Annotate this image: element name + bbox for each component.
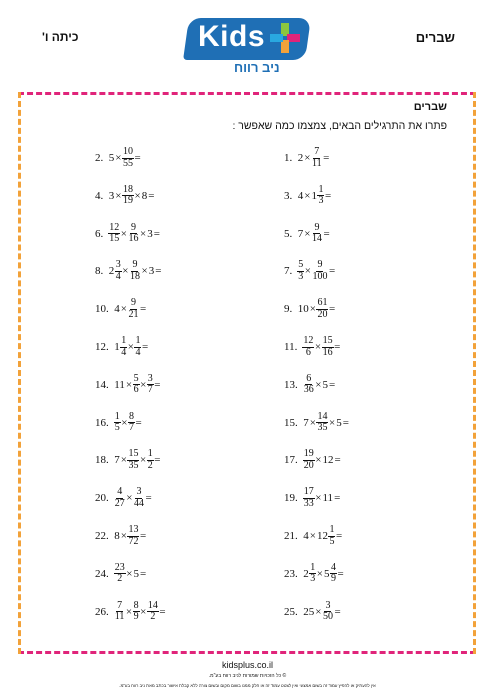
fraction-denominator: 7 — [147, 384, 153, 396]
exercise-number: 9. — [284, 303, 293, 316]
operator: = — [154, 454, 161, 467]
fraction — [122, 147, 134, 169]
operator: × — [125, 378, 133, 391]
operator: × — [304, 152, 311, 164]
operator: = — [148, 189, 155, 202]
fraction-numerator: 1 — [121, 335, 127, 346]
fraction — [127, 525, 139, 547]
whole-number: 1 — [114, 341, 120, 353]
fraction-numerator: 18 — [122, 183, 133, 195]
exercise-number: 15. — [284, 416, 298, 429]
logo-text: Kids — [198, 20, 266, 53]
fraction-denominator: 21 — [128, 308, 139, 320]
fraction-denominator: 35 — [128, 459, 139, 471]
exercise-item — [284, 185, 332, 207]
operator: = — [328, 378, 336, 391]
fraction-numerator: 1 — [135, 335, 141, 346]
exercise-number: 8. — [95, 265, 104, 278]
fraction-denominator: 11 — [311, 157, 322, 169]
fraction-numerator: 4 — [330, 561, 336, 573]
fraction-denominator: 15 — [109, 233, 120, 245]
fraction — [317, 185, 324, 207]
exercise-number: 26. — [95, 605, 109, 618]
fraction — [133, 374, 140, 396]
exercise-item — [284, 412, 349, 434]
exercise-item — [284, 336, 341, 358]
operator: = — [154, 378, 161, 391]
fraction-numerator: 3 — [136, 486, 142, 498]
operator: × — [309, 530, 316, 542]
fraction-numerator: 1 — [147, 448, 153, 460]
frame-top-border — [18, 92, 476, 95]
exercise-number: 6. — [95, 227, 104, 240]
fraction-denominator: 72 — [128, 535, 139, 547]
fraction-numerator: 9 — [130, 297, 136, 309]
exercise-item — [284, 298, 336, 320]
operator: = — [342, 416, 349, 429]
fraction-denominator: 4 — [115, 270, 121, 282]
fraction — [147, 449, 154, 471]
exercise-item — [95, 487, 152, 509]
whole-number: 3 — [148, 265, 155, 278]
fraction-numerator: 23 — [114, 561, 125, 573]
fraction — [302, 336, 314, 358]
operator: = — [139, 567, 147, 580]
exercise-item — [95, 185, 155, 207]
fraction-numerator: 1 — [329, 524, 335, 535]
fraction-numerator: 1 — [318, 183, 324, 195]
operator: = — [334, 492, 341, 505]
operator: × — [314, 341, 322, 353]
fraction — [127, 298, 139, 320]
whole-number: 5 — [323, 567, 330, 580]
fraction-numerator: 1 — [114, 410, 120, 422]
subject-title: שברים — [415, 30, 455, 45]
whole-number: 4 — [114, 303, 120, 316]
operator: × — [120, 303, 127, 316]
exercise-number: 16. — [95, 416, 109, 429]
fraction-numerator: 7 — [117, 599, 123, 611]
operator: × — [315, 378, 322, 391]
fraction-denominator: 4 — [121, 346, 127, 358]
fraction-denominator: 27 — [114, 497, 125, 509]
whole-number: 11 — [322, 492, 334, 505]
footer-url: kidsplus.co.il — [221, 660, 274, 670]
fraction — [114, 412, 121, 434]
instructions: פתרו את התרגילים הבאים, צמצמו כמה שאפשר : — [232, 120, 447, 132]
fraction-denominator: 3 — [298, 270, 304, 282]
operator: × — [309, 416, 316, 429]
operator: × — [141, 265, 148, 278]
fraction-numerator: 12 — [303, 335, 314, 346]
whole-number: 7 — [114, 454, 120, 467]
whole-number: 2 — [297, 152, 304, 164]
exercise-number: 13. — [284, 378, 298, 391]
fraction-numerator: 17 — [303, 486, 314, 498]
fraction-numerator: 9 — [314, 221, 320, 233]
fraction-denominator: 3 — [310, 573, 316, 585]
exercise-item — [284, 147, 330, 169]
exercise-number: 22. — [95, 530, 109, 542]
operator: × — [126, 567, 133, 580]
fraction-denominator: 3 — [318, 195, 324, 207]
fraction-numerator: 15 — [322, 335, 333, 346]
fraction — [316, 298, 328, 320]
frame-right-border — [473, 92, 476, 654]
fraction — [128, 412, 135, 434]
operator: × — [139, 227, 147, 240]
fraction — [322, 601, 334, 623]
fraction — [297, 260, 304, 282]
fraction-denominator: 14 — [311, 233, 322, 245]
operator: × — [304, 265, 311, 278]
exercise-number: 11. — [284, 341, 298, 353]
fraction-numerator: 5 — [298, 259, 304, 271]
footer-note: אין להעתיק או להפיץ עמוד זה בשום אמצעי ואין לצטט עמוד זה או חלק ממנו בשום מקום ובשום צורה ללא קבלת אישור בכתב מאת ניב רווח בע"מ. — [119, 683, 376, 688]
exercise-item — [95, 525, 147, 547]
fraction-denominator: 44 — [133, 497, 144, 509]
fraction-numerator: 3 — [115, 259, 121, 271]
operator: × — [304, 189, 311, 202]
fraction-numerator: 1 — [310, 561, 316, 573]
exercise-item — [95, 260, 162, 282]
fraction — [311, 223, 323, 245]
operator: × — [315, 492, 322, 505]
whole-number: 1 — [311, 189, 317, 202]
exercise-number: 5. — [284, 227, 293, 240]
whole-number: 25 — [303, 605, 315, 618]
exercise-item — [284, 374, 336, 396]
exercise-number: 21. — [284, 530, 298, 542]
exercise-item — [95, 449, 161, 471]
fraction-numerator: 8 — [128, 410, 134, 422]
fraction-numerator: 4 — [117, 486, 123, 498]
fraction-numerator: 19 — [303, 448, 314, 460]
exercise-item — [95, 563, 147, 585]
fraction-numerator: 61 — [317, 297, 328, 309]
exercise-number: 17. — [284, 454, 298, 467]
operator: × — [115, 152, 122, 164]
plus-icon — [270, 23, 300, 53]
fraction-numerator: 15 — [128, 448, 139, 460]
operator: = — [139, 530, 147, 542]
fraction — [309, 563, 316, 585]
fraction-denominator: 6 — [133, 384, 139, 396]
exercise-item — [95, 223, 160, 245]
fraction-numerator: 13 — [128, 524, 139, 535]
fraction-denominator: 100 — [312, 270, 328, 282]
fraction-denominator: 35 — [317, 422, 328, 434]
whole-number: 10 — [297, 303, 309, 316]
fraction — [114, 601, 126, 623]
whole-number: 7 — [297, 227, 304, 240]
fraction — [127, 223, 139, 245]
exercise-item — [284, 487, 341, 509]
fraction-denominator: 11 — [114, 611, 125, 623]
fraction — [147, 601, 159, 623]
operator: = — [134, 152, 141, 164]
fraction — [316, 412, 328, 434]
exercise-item — [284, 525, 343, 547]
operator: = — [334, 605, 341, 618]
frame-bottom-border — [18, 651, 476, 654]
exercise-number: 4. — [95, 189, 104, 202]
fraction — [147, 374, 154, 396]
exercise-number: 7. — [284, 265, 293, 278]
exercise-item — [284, 223, 330, 245]
fraction-numerator: 14 — [147, 599, 158, 611]
fraction-denominator: 5 — [329, 535, 335, 547]
exercise-number: 14. — [95, 378, 109, 391]
operator: × — [115, 189, 122, 202]
operator: = — [139, 303, 147, 316]
exercise-item — [95, 147, 141, 169]
fraction-denominator: 7 — [128, 422, 134, 434]
operator: = — [135, 416, 142, 429]
operator: = — [141, 341, 149, 353]
operator: × — [126, 492, 133, 505]
fraction-numerator: 5 — [133, 372, 139, 384]
fraction-denominator: 9 — [330, 573, 336, 585]
fraction-denominator: 50 — [322, 611, 333, 623]
operator: = — [335, 530, 343, 542]
fraction — [328, 525, 335, 547]
operator: = — [328, 265, 336, 278]
fraction-denominator: 19 — [122, 195, 133, 207]
fraction-numerator: 10 — [122, 146, 133, 157]
fraction-numerator: 9 — [130, 221, 136, 233]
exercise-item — [95, 601, 166, 623]
fraction-denominator: 20 — [317, 308, 328, 320]
fraction — [114, 487, 126, 509]
fraction — [133, 487, 145, 509]
operator: × — [140, 605, 147, 618]
fraction — [303, 487, 315, 509]
operator: × — [315, 605, 322, 618]
operator: = — [323, 152, 330, 164]
whole-number: 4 — [297, 189, 304, 202]
fraction — [122, 185, 134, 207]
exercise-number: 10. — [95, 303, 109, 316]
fraction-denominator: 2 — [117, 573, 123, 585]
fraction — [311, 260, 328, 282]
grade-label: כיתה ו' — [42, 30, 79, 44]
whole-number: 3 — [147, 227, 153, 240]
exercise-number: 25. — [284, 605, 298, 618]
footer-copyright: © כל הזכויות שמורות לניב רווח בע"מ. — [208, 673, 287, 679]
fraction-numerator: 9 — [132, 259, 138, 271]
exercise-number: 18. — [95, 454, 109, 467]
exercise-number: 23. — [284, 567, 298, 580]
fraction — [311, 147, 323, 169]
operator: × — [328, 416, 336, 429]
fraction — [303, 374, 315, 396]
fraction-denominator: 5 — [114, 422, 120, 434]
fraction-numerator: 3 — [147, 372, 153, 384]
whole-number: 5 — [322, 378, 328, 391]
fraction-numerator: 9 — [317, 259, 323, 271]
operator: × — [127, 341, 134, 353]
operator: × — [121, 416, 128, 429]
exercise-item — [284, 260, 336, 282]
fraction-denominator: 36 — [303, 384, 314, 396]
fraction-numerator: 3 — [325, 599, 331, 611]
exercise-number: 24. — [95, 567, 109, 580]
operator: × — [120, 454, 127, 467]
fraction-numerator: 7 — [314, 146, 320, 157]
fraction-denominator: 6 — [305, 346, 311, 358]
whole-number: 8 — [114, 530, 120, 542]
exercise-number: 3. — [284, 189, 293, 202]
kids-plus-logo — [186, 18, 308, 78]
exercise-item — [95, 298, 147, 320]
fraction-numerator: 12 — [109, 221, 120, 233]
operator: × — [309, 303, 316, 316]
whole-number: 11 — [114, 378, 125, 391]
operator: × — [125, 605, 133, 618]
exercise-item — [284, 601, 341, 623]
operator: = — [159, 605, 166, 618]
fraction-denominator: 2 — [147, 459, 153, 471]
fraction — [134, 336, 141, 358]
fraction-numerator: 8 — [133, 599, 139, 611]
whole-number: 7 — [303, 416, 309, 429]
operator: = — [328, 303, 336, 316]
whole-number: 3 — [108, 189, 115, 202]
fraction-numerator: 14 — [317, 410, 328, 422]
fraction — [133, 601, 140, 623]
exercise-item — [95, 336, 149, 358]
fraction-denominator: 55 — [122, 157, 133, 169]
fraction-denominator: 9 — [133, 611, 139, 623]
operator: = — [323, 227, 330, 240]
operator: = — [334, 341, 341, 353]
fraction — [330, 563, 337, 585]
whole-number: 2 — [303, 567, 309, 580]
fraction-denominator: 16 — [322, 346, 333, 358]
whole-number: 5 — [108, 152, 115, 164]
section-title: שברים — [413, 101, 447, 113]
fraction-denominator: 4 — [135, 346, 141, 358]
exercise-item — [284, 563, 344, 585]
fraction-denominator: 33 — [303, 497, 314, 509]
operator: = — [324, 189, 332, 202]
exercise-item — [284, 449, 341, 471]
operator: × — [140, 378, 147, 391]
whole-number: 4 — [303, 530, 309, 542]
fraction — [129, 260, 141, 282]
exercise-item — [95, 374, 161, 396]
operator: × — [134, 189, 141, 202]
whole-number: 12 — [322, 454, 334, 467]
fraction — [114, 563, 126, 585]
exercise-number: 12. — [95, 341, 109, 353]
operator: × — [316, 567, 323, 580]
whole-number: 5 — [133, 567, 139, 580]
fraction — [322, 336, 334, 358]
operator: × — [120, 530, 127, 542]
fraction — [108, 223, 120, 245]
exercise-number: 2. — [95, 152, 104, 164]
operator: × — [315, 454, 322, 467]
fraction-denominator: 2 — [150, 611, 156, 623]
exercise-number: 19. — [284, 492, 298, 505]
exercise-number: 20. — [95, 492, 109, 505]
fraction — [127, 449, 139, 471]
fraction — [303, 449, 315, 471]
operator: = — [145, 492, 152, 505]
logo-subtitle: ניב רווח — [234, 60, 280, 75]
fraction — [120, 336, 127, 358]
exercise-number: 1. — [284, 152, 293, 164]
whole-number: 2 — [108, 265, 115, 278]
whole-number: 8 — [141, 189, 148, 202]
fraction-denominator: 16 — [128, 233, 139, 245]
operator: = — [337, 567, 344, 580]
operator: = — [334, 454, 341, 467]
fraction-numerator: 6 — [306, 372, 312, 384]
operator: = — [153, 227, 160, 240]
whole-number: 12 — [316, 530, 328, 542]
operator: = — [155, 265, 162, 278]
exercise-item — [95, 412, 142, 434]
fraction-denominator: 18 — [129, 270, 140, 282]
operator: × — [304, 227, 311, 240]
whole-number: 5 — [336, 416, 342, 429]
operator: × — [122, 265, 129, 278]
operator: × — [139, 454, 147, 467]
fraction — [115, 260, 122, 282]
operator: × — [120, 227, 127, 240]
frame-left-border — [18, 92, 21, 654]
fraction-denominator: 20 — [303, 459, 314, 471]
